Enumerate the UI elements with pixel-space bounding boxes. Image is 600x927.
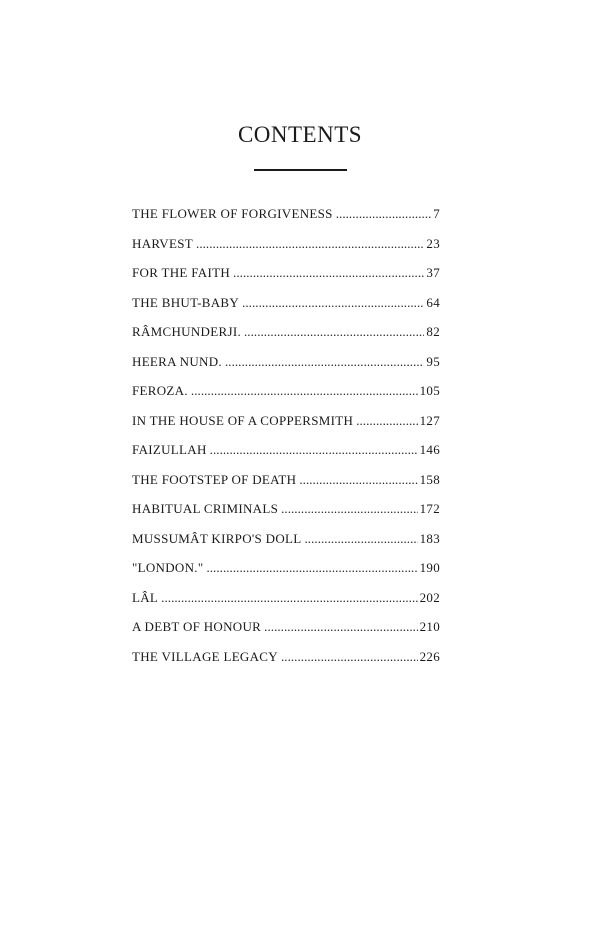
toc-entry[interactable] <box>132 411 440 441</box>
toc-entry[interactable] <box>132 204 440 234</box>
toc-entry-title: RÂMCHUNDERJI. <box>132 324 241 339</box>
toc-entry-title: MUSSUMÂT KIRPO'S DOLL <box>132 530 302 546</box>
toc-entry-title: THE VILLAGE LEGACY <box>132 648 278 664</box>
toc-entry-title: HARVEST <box>132 235 194 251</box>
toc-entry-title: THE BHUT-BABY <box>132 294 240 310</box>
toc-entry-title: FEROZA. <box>132 383 188 398</box>
toc-dot-leader <box>299 470 417 490</box>
toc-entry[interactable] <box>132 234 440 264</box>
table-of-contents <box>132 204 440 676</box>
toc-entry-title: A DEBT OF HONOUR <box>132 619 262 634</box>
toc-entry[interactable] <box>132 293 440 323</box>
toc-entry[interactable] <box>132 588 440 618</box>
toc-entry[interactable] <box>132 322 440 352</box>
toc-dot-leader <box>191 381 418 401</box>
toc-dot-leader <box>305 529 418 549</box>
toc-entry-title: HEERA NUND. <box>132 353 222 369</box>
toc-dot-leader <box>281 647 418 667</box>
toc-dot-leader <box>233 263 424 283</box>
toc-entry-page: 210 <box>419 619 440 634</box>
toc-dot-leader <box>196 234 424 254</box>
toc-dot-leader <box>225 352 424 372</box>
toc-entry-page: 146 <box>419 442 440 457</box>
toc-entry[interactable] <box>132 352 440 382</box>
toc-entry-title: FOR THE FAITH <box>132 265 231 280</box>
toc-dot-leader <box>161 588 417 608</box>
toc-dot-leader <box>242 293 424 313</box>
toc-entry[interactable] <box>132 381 440 411</box>
toc-entry-title: THE FOOTSTEP OF DEATH <box>132 471 297 487</box>
toc-dot-leader <box>281 499 417 519</box>
toc-entry-page: 183 <box>419 530 440 546</box>
toc-entry-title: IN THE HOUSE OF A COPPERSMITH <box>132 412 354 428</box>
toc-dot-leader <box>336 204 431 224</box>
toc-dot-leader <box>264 617 417 637</box>
toc-dot-leader <box>210 440 418 460</box>
toc-entry[interactable] <box>132 499 440 529</box>
toc-dot-leader <box>206 558 417 578</box>
toc-entry[interactable] <box>132 470 440 500</box>
toc-entry-page: 127 <box>419 412 440 428</box>
toc-entry-page: 95 <box>426 353 440 369</box>
toc-entry-page: 190 <box>419 560 440 575</box>
toc-entry-page: 158 <box>419 471 440 487</box>
toc-entry-title: HABITUAL CRIMINALS <box>132 501 279 516</box>
toc-entry-page: 202 <box>419 589 440 605</box>
toc-entry-page: 64 <box>426 294 440 310</box>
toc-entry-title: "LONDON." <box>132 560 204 575</box>
toc-entry-title: THE FLOWER OF FORGIVENESS <box>132 206 333 221</box>
toc-entry-title: LÂL <box>132 589 159 605</box>
toc-entry[interactable] <box>132 647 440 677</box>
toc-entry-page: 82 <box>426 324 440 339</box>
toc-entry-page: 172 <box>419 501 440 516</box>
toc-entry[interactable] <box>132 263 440 293</box>
toc-entry[interactable] <box>132 617 440 647</box>
toc-entry-page: 23 <box>426 235 440 251</box>
toc-dot-leader <box>356 411 417 431</box>
toc-entry-page: 226 <box>419 648 440 664</box>
title-divider <box>254 169 347 171</box>
toc-entry-page: 37 <box>426 265 440 280</box>
toc-entry[interactable] <box>132 558 440 588</box>
toc-entry[interactable] <box>132 529 440 559</box>
toc-entry[interactable] <box>132 440 440 470</box>
page-title: CONTENTS <box>237 122 363 147</box>
toc-entry-page: 7 <box>433 206 440 221</box>
toc-dot-leader <box>244 322 424 342</box>
toc-entry-title: FAIZULLAH <box>132 442 207 457</box>
toc-entry-page: 105 <box>419 383 440 398</box>
